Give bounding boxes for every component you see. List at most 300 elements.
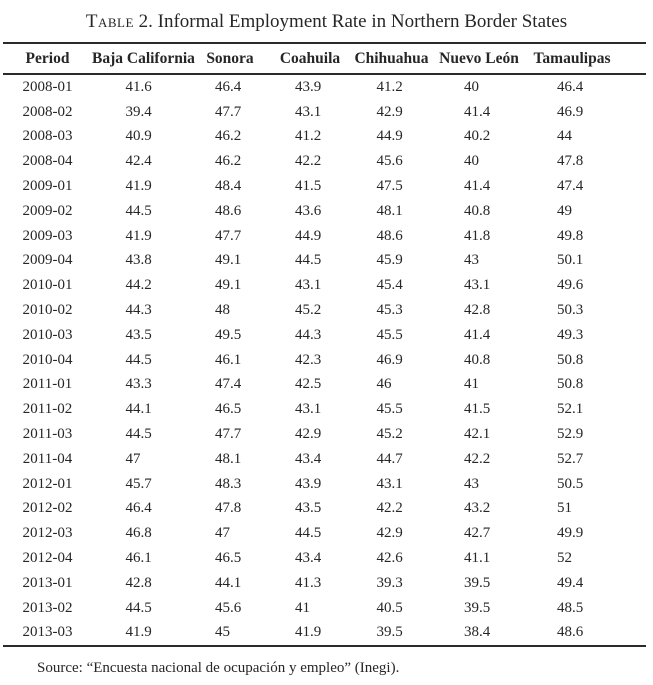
period-text: 2010-01: [22, 277, 73, 294]
value-cell: [271, 422, 349, 447]
value-text: 50.8: [557, 376, 584, 393]
value-text: 41.9: [125, 624, 152, 641]
period-text: 2011-03: [22, 426, 73, 443]
period-text: 2010-03: [22, 326, 73, 343]
value-text: 46.4: [557, 78, 584, 95]
table-row: [3, 74, 646, 100]
value-cell: [434, 199, 524, 224]
value-cell: [189, 298, 271, 323]
value-cell: [189, 149, 271, 174]
value-text: 43.1: [464, 277, 491, 294]
period-text: 2009-03: [22, 227, 73, 244]
value-cell: [524, 224, 646, 249]
value-text: 47.7: [215, 103, 242, 120]
value-text: 45.2: [376, 426, 403, 443]
value-cell: [271, 74, 349, 100]
value-text: 40.2: [464, 128, 491, 145]
value-cell: [189, 348, 271, 373]
value-cell: [434, 571, 524, 596]
value-text: 45.2: [295, 302, 322, 319]
period-text: 2008-04: [22, 153, 73, 170]
value-text: 44.2: [125, 277, 152, 294]
value-cell: [189, 596, 271, 621]
value-cell: [434, 224, 524, 249]
value-text: 44.5: [125, 351, 152, 368]
value-text: 46.1: [215, 351, 242, 368]
value-cell: [434, 447, 524, 472]
col-header-baja-california: Baja California: [92, 49, 195, 67]
value-cell: [271, 249, 349, 274]
value-text: 47.4: [215, 376, 242, 393]
value-text: 40.8: [464, 202, 491, 219]
value-cell: [349, 373, 434, 398]
period-cell: [3, 546, 92, 571]
period-cell: [3, 100, 92, 125]
value-cell: [189, 224, 271, 249]
period-cell: [3, 521, 92, 546]
value-cell: [524, 621, 646, 647]
value-text: 43.1: [295, 401, 322, 418]
period-cell: [3, 224, 92, 249]
value-cell: [434, 422, 524, 447]
value-cell: [92, 199, 189, 224]
value-text: 49.4: [557, 574, 584, 591]
value-text: 46.8: [125, 525, 152, 542]
value-cell: [189, 447, 271, 472]
value-cell: [189, 174, 271, 199]
value-text: 46.4: [215, 78, 242, 95]
value-cell: [349, 521, 434, 546]
table-row: [3, 521, 646, 546]
value-cell: [92, 125, 189, 150]
value-text: 46: [376, 376, 392, 393]
table-row: [3, 224, 646, 249]
value-text: 46.9: [376, 351, 403, 368]
value-cell: [92, 397, 189, 422]
value-cell: [349, 472, 434, 497]
value-cell: [524, 323, 646, 348]
value-text: 41.9: [125, 227, 152, 244]
value-text: 44.7: [376, 450, 403, 467]
value-text: 46.9: [557, 103, 584, 120]
value-text: 48: [215, 302, 230, 319]
value-cell: [524, 199, 646, 224]
value-text: 44.3: [125, 302, 152, 319]
period-cell: [3, 298, 92, 323]
value-cell: [92, 323, 189, 348]
value-text: 45.7: [125, 475, 152, 492]
value-text: 48.1: [376, 202, 403, 219]
value-text: 48.3: [215, 475, 242, 492]
period-cell: [3, 621, 92, 647]
value-cell: [524, 397, 646, 422]
value-text: 46.5: [215, 550, 242, 567]
value-cell: [434, 348, 524, 373]
period-cell: [3, 174, 92, 199]
table-body: [3, 74, 646, 646]
value-cell: [271, 546, 349, 571]
table-row: [3, 447, 646, 472]
value-cell: [524, 174, 646, 199]
period-cell: [3, 422, 92, 447]
value-cell: [271, 497, 349, 522]
value-text: 42.4: [125, 153, 152, 170]
value-cell: [92, 373, 189, 398]
value-text: 40.9: [125, 128, 152, 145]
col-header-period: Period: [25, 49, 70, 67]
value-cell: [434, 273, 524, 298]
table-row: [3, 621, 646, 647]
value-text: 47.8: [557, 153, 584, 170]
value-cell: [434, 74, 524, 100]
table-title: [0, 9, 653, 42]
value-text: 50.1: [557, 252, 584, 269]
value-text: 49.3: [557, 326, 584, 343]
value-text: 47: [125, 450, 141, 467]
period-cell: [3, 571, 92, 596]
value-text: 43.9: [295, 475, 322, 492]
table-row: [3, 472, 646, 497]
value-cell: [524, 546, 646, 571]
value-text: 40: [464, 153, 479, 170]
value-cell: [271, 323, 349, 348]
value-cell: [271, 174, 349, 199]
header-row: [3, 43, 646, 74]
period-text: 2012-03: [22, 525, 73, 542]
period-text: 2011-02: [22, 401, 73, 418]
value-cell: [189, 472, 271, 497]
value-text: 52.7: [557, 450, 584, 467]
value-text: 44.5: [295, 252, 322, 269]
period-cell: [3, 149, 92, 174]
value-text: 43.1: [295, 277, 322, 294]
value-cell: [271, 224, 349, 249]
value-text: 42.8: [464, 302, 491, 319]
period-text: 2011-01: [22, 376, 73, 393]
value-cell: [524, 521, 646, 546]
table-row: [3, 174, 646, 199]
value-cell: [524, 571, 646, 596]
period-text: 2008-03: [22, 128, 73, 145]
value-cell: [524, 373, 646, 398]
value-text: 50.8: [557, 351, 584, 368]
table-row: [3, 571, 646, 596]
value-text: 42.3: [295, 351, 322, 368]
period-cell: [3, 323, 92, 348]
period-cell: [3, 348, 92, 373]
value-text: 46.5: [215, 401, 242, 418]
period-cell: [3, 373, 92, 398]
value-cell: [189, 249, 271, 274]
value-text: 42.2: [464, 450, 491, 467]
value-text: 41.5: [295, 178, 322, 195]
value-text: 43.4: [295, 550, 322, 567]
period-text: 2013-01: [22, 574, 73, 591]
value-cell: [92, 298, 189, 323]
value-text: 43.9: [295, 78, 322, 95]
value-text: 41.3: [295, 574, 322, 591]
value-cell: [92, 174, 189, 199]
value-text: 45.9: [376, 252, 403, 269]
period-text: 2008-02: [22, 103, 73, 120]
value-text: 41.9: [295, 624, 322, 641]
value-cell: [349, 199, 434, 224]
table-row: [3, 373, 646, 398]
value-cell: [271, 447, 349, 472]
value-cell: [349, 621, 434, 647]
value-text: 41.4: [464, 178, 491, 195]
value-text: 48.5: [557, 599, 584, 616]
period-text: 2009-01: [22, 178, 73, 195]
value-text: 41.4: [464, 103, 491, 120]
col-header-tamaulipas: Tamaulipas: [533, 49, 611, 67]
value-text: 42.1: [464, 426, 491, 443]
value-cell: [271, 373, 349, 398]
value-text: 39.5: [376, 624, 403, 641]
value-cell: [524, 149, 646, 174]
period-text: 2013-02: [22, 599, 73, 616]
col-header-nuevo-leon: Nuevo León: [439, 49, 519, 67]
col-header-coahuila: Coahuila: [279, 49, 341, 67]
value-cell: [524, 100, 646, 125]
value-cell: [271, 199, 349, 224]
value-text: 48.1: [215, 450, 242, 467]
value-text: 39.5: [464, 574, 491, 591]
value-cell: [271, 397, 349, 422]
value-cell: [349, 397, 434, 422]
value-cell: [349, 546, 434, 571]
value-text: 47.8: [215, 500, 242, 517]
table-row: [3, 323, 646, 348]
value-cell: [524, 249, 646, 274]
value-cell: [434, 249, 524, 274]
value-cell: [271, 596, 349, 621]
value-text: 47.7: [215, 227, 242, 244]
value-text: 43.1: [376, 475, 403, 492]
value-cell: [189, 273, 271, 298]
value-text: 43: [464, 475, 479, 492]
value-cell: [349, 298, 434, 323]
period-text: 2009-04: [22, 252, 73, 269]
value-cell: [92, 571, 189, 596]
value-cell: [524, 447, 646, 472]
value-text: 47.5: [376, 178, 403, 195]
value-cell: [271, 149, 349, 174]
value-cell: [92, 596, 189, 621]
value-text: 46.1: [125, 550, 152, 567]
period-text: 2013-03: [22, 624, 73, 641]
value-cell: [524, 125, 646, 150]
value-cell: [434, 472, 524, 497]
value-cell: [349, 249, 434, 274]
value-cell: [92, 348, 189, 373]
value-text: 42.8: [125, 574, 152, 591]
value-cell: [271, 125, 349, 150]
value-cell: [189, 571, 271, 596]
value-cell: [349, 596, 434, 621]
value-cell: [434, 298, 524, 323]
table-title-label: Table: [85, 11, 134, 32]
value-text: 42.2: [376, 500, 403, 517]
value-text: 49.1: [215, 252, 242, 269]
value-text: 44.5: [125, 426, 152, 443]
value-text: 44.5: [125, 202, 152, 219]
value-text: 41.8: [464, 227, 491, 244]
data-table: [3, 42, 646, 647]
value-text: 47: [215, 525, 230, 542]
value-text: 42.7: [464, 525, 491, 542]
table-row: [3, 273, 646, 298]
value-text: 50.3: [557, 302, 584, 319]
value-cell: [434, 373, 524, 398]
value-text: 39.4: [125, 103, 152, 120]
value-cell: [434, 596, 524, 621]
period-text: 2010-02: [22, 302, 73, 319]
value-cell: [92, 149, 189, 174]
period-text: 2008-01: [22, 78, 73, 95]
value-cell: [92, 497, 189, 522]
value-cell: [434, 621, 524, 647]
value-text: 41.2: [295, 128, 322, 145]
value-text: 43.2: [464, 500, 491, 517]
value-text: 39.3: [376, 574, 403, 591]
value-cell: [349, 224, 434, 249]
value-cell: [349, 447, 434, 472]
value-text: 44: [557, 128, 572, 145]
value-cell: [349, 100, 434, 125]
value-cell: [349, 74, 434, 100]
value-text: 42.2: [295, 153, 322, 170]
value-text: 49: [557, 202, 572, 219]
value-text: 48.4: [215, 178, 242, 195]
value-text: 45.6: [376, 153, 403, 170]
value-text: 42.9: [376, 525, 403, 542]
value-text: 52.1: [557, 401, 584, 418]
period-cell: [3, 397, 92, 422]
value-cell: [189, 125, 271, 150]
value-text: 46.2: [215, 153, 242, 170]
value-cell: [189, 521, 271, 546]
table-row: [3, 596, 646, 621]
value-text: 44.9: [295, 227, 322, 244]
period-text: 2012-02: [22, 500, 73, 517]
value-text: 45.3: [376, 302, 403, 319]
value-text: 43.6: [295, 202, 322, 219]
value-text: 43.5: [295, 500, 322, 517]
value-cell: [349, 571, 434, 596]
value-text: 42.6: [376, 550, 403, 567]
value-cell: [92, 621, 189, 647]
table-row: [3, 422, 646, 447]
value-cell: [434, 521, 524, 546]
value-cell: [92, 521, 189, 546]
value-text: 47.7: [215, 426, 242, 443]
value-cell: [524, 596, 646, 621]
value-text: 43.4: [295, 450, 322, 467]
value-text: 42.9: [376, 103, 403, 120]
value-text: 46.4: [125, 500, 152, 517]
value-cell: [271, 298, 349, 323]
value-cell: [349, 125, 434, 150]
value-text: 45.5: [376, 401, 403, 418]
value-cell: [349, 348, 434, 373]
value-cell: [434, 125, 524, 150]
value-text: 40.5: [376, 599, 403, 616]
value-text: 50.5: [557, 475, 584, 492]
source-note: Source: “Encuesta nacional de ocupación y empleo” (Inegi).: [37, 660, 400, 677]
value-cell: [92, 447, 189, 472]
value-cell: [349, 174, 434, 199]
value-text: 42.5: [295, 376, 322, 393]
value-cell: [189, 422, 271, 447]
value-cell: [349, 497, 434, 522]
period-cell: [3, 199, 92, 224]
value-text: 49.8: [557, 227, 584, 244]
value-cell: [434, 100, 524, 125]
value-cell: [271, 472, 349, 497]
value-cell: [92, 273, 189, 298]
value-cell: [524, 298, 646, 323]
value-cell: [524, 472, 646, 497]
value-cell: [189, 373, 271, 398]
value-text: 47.4: [557, 178, 584, 195]
period-text: 2011-04: [22, 450, 73, 467]
col-header-sonora: Sonora: [206, 49, 254, 67]
value-cell: [92, 224, 189, 249]
value-text: 44.9: [376, 128, 403, 145]
value-cell: [92, 422, 189, 447]
value-text: 44.5: [125, 599, 152, 616]
value-cell: [434, 397, 524, 422]
value-text: 45: [215, 624, 230, 641]
value-text: 44.5: [295, 525, 322, 542]
value-text: 48.6: [215, 202, 242, 219]
value-cell: [524, 348, 646, 373]
period-cell: [3, 472, 92, 497]
table-row: [3, 348, 646, 373]
value-text: 45.6: [215, 599, 242, 616]
value-text: 45.5: [376, 326, 403, 343]
value-cell: [524, 422, 646, 447]
value-text: 43.1: [295, 103, 322, 120]
value-text: 49.1: [215, 277, 242, 294]
period-cell: [3, 249, 92, 274]
value-text: 43.5: [125, 326, 152, 343]
value-text: 49.9: [557, 525, 584, 542]
value-cell: [189, 621, 271, 647]
value-text: 41.2: [376, 78, 403, 95]
value-cell: [349, 149, 434, 174]
value-text: 49.6: [557, 277, 584, 294]
value-cell: [92, 100, 189, 125]
value-cell: [271, 521, 349, 546]
table-row: [3, 298, 646, 323]
value-text: 46.2: [215, 128, 242, 145]
value-text: 41.5: [464, 401, 491, 418]
value-text: 44.1: [215, 574, 242, 591]
period-cell: [3, 596, 92, 621]
value-cell: [271, 100, 349, 125]
value-text: 41.6: [125, 78, 152, 95]
value-cell: [434, 323, 524, 348]
value-text: 45.4: [376, 277, 403, 294]
value-cell: [92, 74, 189, 100]
value-text: 52.9: [557, 426, 584, 443]
table-row: [3, 100, 646, 125]
value-cell: [349, 422, 434, 447]
value-text: 40.8: [464, 351, 491, 368]
value-text: 41.4: [464, 326, 491, 343]
